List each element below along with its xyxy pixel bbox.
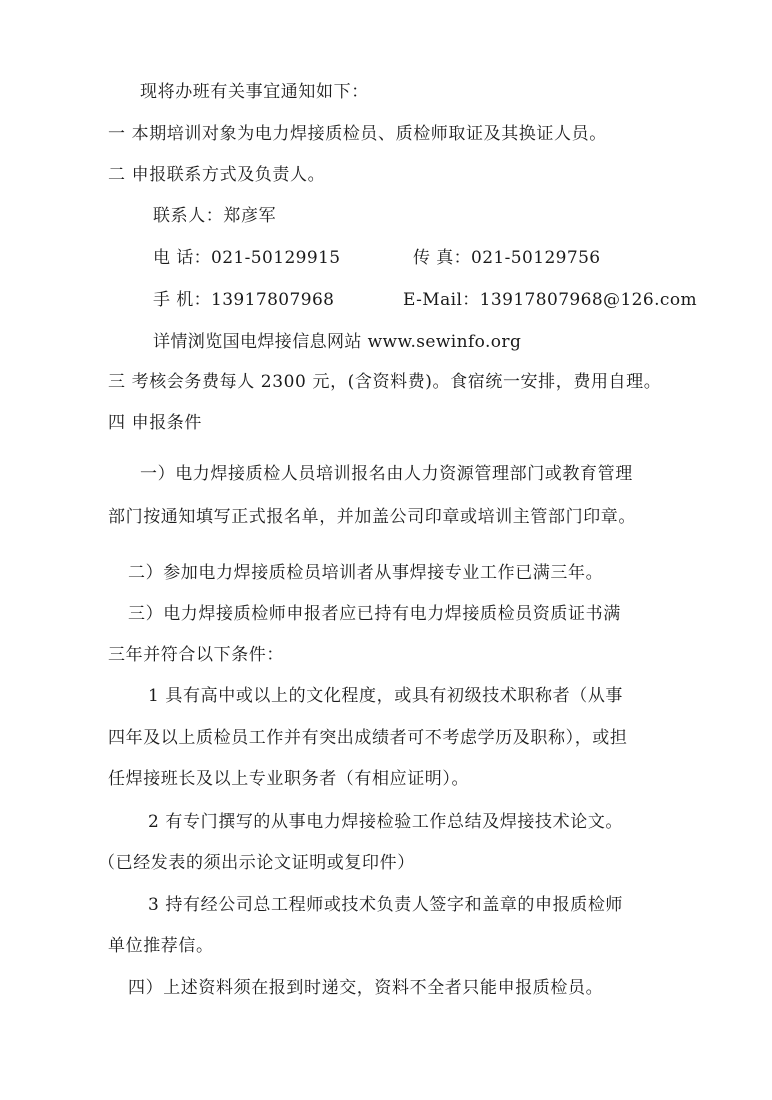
sub-condition-3-line-2: 单位推荐信。 [108, 936, 214, 956]
sub-condition-1-line-1: 1 具有高中或以上的文化程度，或具有初级技术职称者（从事 [148, 686, 624, 706]
item-3: 三 考核会务费每人 2300 元，(含资料费)。食宿统一安排，费用自理。 [108, 372, 662, 392]
condition-3-line-1: 三）电力焊接质检师申报者应已持有电力焊接质检员资质证书满 [128, 604, 621, 624]
sub-condition-3-line-1: 3 持有经公司总工程师或技术负责人签字和盖章的申报质检师 [148, 895, 624, 915]
item-2: 二 申报联系方式及负责人。 [108, 165, 326, 185]
contact-person: 联系人：郑彦军 [153, 206, 277, 226]
condition-1-line-2: 部门按通知填写正式报名单，并加盖公司印章或培训主管部门印章。 [108, 507, 636, 527]
intro-text: 现将办班有关事宜通知如下： [140, 82, 369, 102]
item-4: 四 申报条件 [108, 413, 203, 433]
contact-fax: 传 真：021-50129756 [413, 248, 601, 268]
condition-4: 四）上述资料须在报到时递交，资料不全者只能申报质检员。 [128, 978, 604, 998]
sub-condition-2-line-1: 2 有专门撰写的从事电力焊接检验工作总结及焊接技术论文。 [148, 812, 624, 832]
condition-1-line-1: 一）电力焊接质检人员培训报名由人力资源管理部门或教育管理 [140, 464, 633, 484]
sub-condition-1-line-3: 任焊接班长及以上专业职务者（有相应证明）。 [108, 769, 470, 789]
contact-website: 详情浏览国电焊接信息网站 www.sewinfo.org [153, 332, 522, 352]
sub-condition-2-line-2: （已经发表的须出示论文证明或复印件） [98, 853, 415, 873]
item-1: 一 本期培训对象为电力焊接质检员、质检师取证及其换证人员。 [108, 124, 607, 144]
condition-3-line-2: 三年并符合以下条件： [108, 645, 284, 665]
sub-condition-1-line-2: 四年及以上质检员工作并有突出成绩者可不考虑学历及职称），或担 [108, 728, 628, 748]
contact-email: E-Mail：13917807968@126.com [403, 290, 697, 310]
condition-2: 二）参加电力焊接质检员培训者从事焊接专业工作已满三年。 [128, 563, 604, 583]
contact-phone: 电 话：021-50129915 [153, 248, 341, 268]
contact-mobile: 手 机：13917807968 [153, 290, 335, 310]
